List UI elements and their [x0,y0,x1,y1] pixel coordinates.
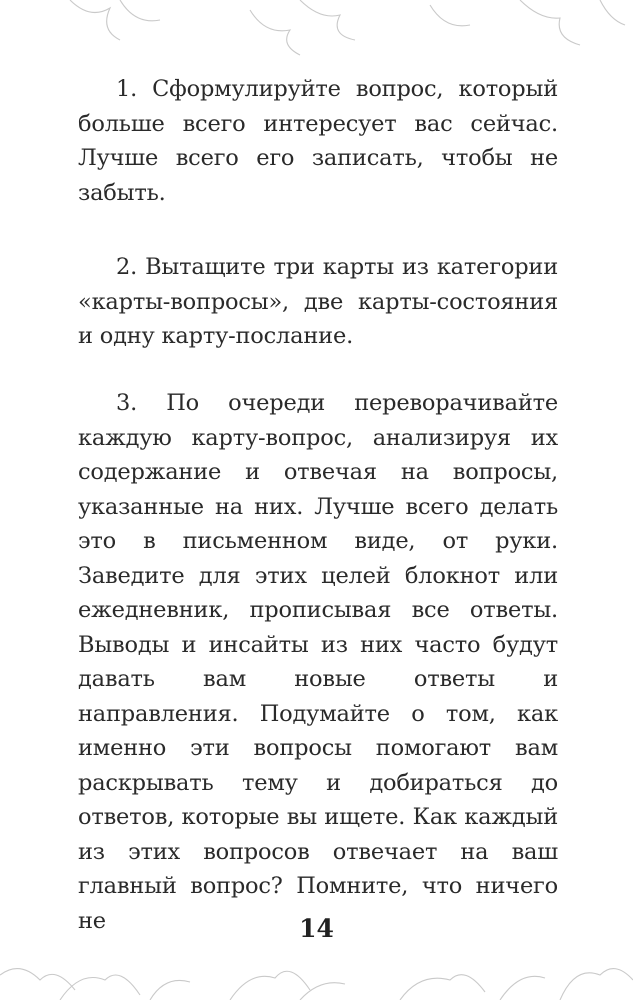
top-floral-ornament-icon [0,0,633,70]
paragraph-step-2: 2. Вытащите три карты из категории «карты-вопросы», две карты-состояния и одну карту-послание. [78,254,558,349]
paragraph-step-1: 1. Сформулируйте вопрос, который больше всего интересует вас сейчас. Лучше всего его записать, чтобы не забыть. [78,76,558,206]
paragraph-step-3: 3. По очереди переворачивайте каждую карту-вопрос, анализируя их содержание и отвечая на вопросы, указанные на них. Лучше всего делать это в письменном виде, от руки. Заведите для этих целей блокнот или ежедневник, прописывая все ответы. Выводы и инсайты из них часто будут давать вам новые ответы и направления. Подумайте о том, как именно эти вопросы помогают вам раскрывать тему и добираться до ответов, которые вы ищете. Как каждый из этих вопросов отвечает на ваш главный вопрос? Помните, что ничего не [78,390,558,934]
page-number: 14 [299,914,334,943]
